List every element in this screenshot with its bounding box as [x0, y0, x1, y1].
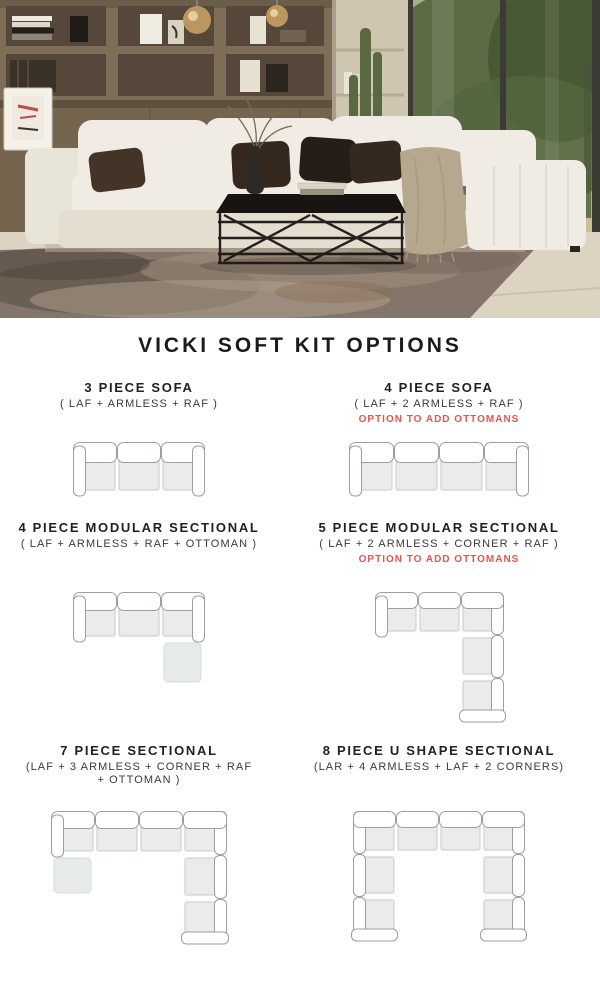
options-grid [0, 380, 600, 947]
sofa-module [354, 855, 395, 897]
table-top [216, 194, 406, 213]
sofa-module [74, 443, 117, 497]
sofa-module [140, 812, 183, 852]
sofa-module [350, 443, 394, 497]
sofa-module [354, 812, 396, 854]
sofa-module [162, 593, 205, 643]
option-7-piece-sectional [0, 743, 278, 947]
sofa-diagram-4-piece [345, 438, 533, 498]
sofa-module [481, 898, 527, 942]
option-header [354, 380, 523, 426]
throw-blanket [400, 147, 468, 263]
sofa-right-arm [466, 160, 586, 252]
sofa-diagram-3-piece [69, 438, 209, 498]
sofa-module [395, 443, 439, 491]
ottoman-module [164, 643, 201, 682]
option-note: OPTION TO ADD OTTOMANS [358, 554, 520, 565]
option-5-piece-modular-sectional [278, 520, 600, 725]
sofa-module [459, 679, 505, 723]
sofa-module [440, 812, 482, 851]
sofa-diagram-4-piece-modular [69, 588, 209, 692]
framed-art [4, 88, 52, 150]
sofa-module [397, 812, 439, 851]
table-books [298, 183, 346, 195]
option-header [314, 743, 564, 799]
sofa-module [484, 855, 525, 897]
option-subtitle: ( LAF + 2 ARMLESS + CORNER + RAF ) [319, 538, 559, 550]
sofa-module [182, 900, 229, 945]
sofa-diagram-7-piece [47, 807, 231, 947]
option-title: 8 PIECE U SHAPE SECTIONAL [322, 743, 556, 758]
sofa-module [485, 443, 529, 497]
option-subtitle: ( LAF + ARMLESS + RAF + OTTOMAN ) [20, 538, 258, 550]
hero-photo [0, 0, 600, 318]
sofa-module [352, 898, 398, 942]
option-note: OPTION TO ADD OTTOMANS [358, 414, 520, 425]
sofa-module [185, 856, 227, 899]
sofa-module [96, 812, 139, 852]
sofa-module [118, 443, 161, 491]
option-title: 5 PIECE MODULAR SECTIONAL [318, 520, 560, 535]
sofa-module [184, 812, 227, 855]
sofa-module [118, 593, 161, 637]
option-subtitle: (LAF + 3 ARMLESS + CORNER + RAF [25, 761, 253, 773]
option-title: 4 PIECE MODULAR SECTIONAL [18, 520, 260, 535]
sofa-module [375, 593, 417, 638]
sofa-diagram-8-piece-u-shape [349, 807, 529, 944]
option-title: 4 PIECE SOFA [384, 380, 494, 395]
option-8-piece-u-shape-sectional [278, 743, 600, 947]
sofa-module [52, 812, 95, 858]
option-4-piece-modular-sectional [0, 520, 278, 725]
option-header [60, 380, 218, 426]
sofa-module [440, 443, 484, 491]
option-title: 7 PIECE SECTIONAL [60, 743, 218, 758]
option-subtitle: ( LAF + 2 ARMLESS + RAF ) [354, 398, 524, 410]
sofa-module [162, 443, 205, 497]
option-subtitle: ( LAF + ARMLESS + RAF ) [60, 398, 218, 410]
sofa-diagram-5-piece-modular [371, 588, 508, 725]
ottoman-module [54, 858, 91, 893]
sofa-module [74, 593, 117, 643]
option-subtitle-2: + OTTOMAN ) [97, 774, 181, 786]
page-title: VICKI SOFT KIT OPTIONS [138, 334, 462, 357]
option-title: 3 PIECE SOFA [84, 380, 194, 395]
option-header [318, 520, 559, 572]
sofa-module [483, 812, 525, 854]
option-subtitle: (LAR + 4 ARMLESS + LAF + 2 CORNERS) [313, 761, 565, 773]
option-header [26, 743, 252, 799]
option-3-piece-sofa [0, 380, 278, 498]
option-4-piece-sofa [278, 380, 600, 498]
sofa-module [418, 593, 460, 632]
sofa-module [461, 593, 503, 635]
sofa-module [463, 636, 504, 678]
option-header [18, 520, 259, 572]
